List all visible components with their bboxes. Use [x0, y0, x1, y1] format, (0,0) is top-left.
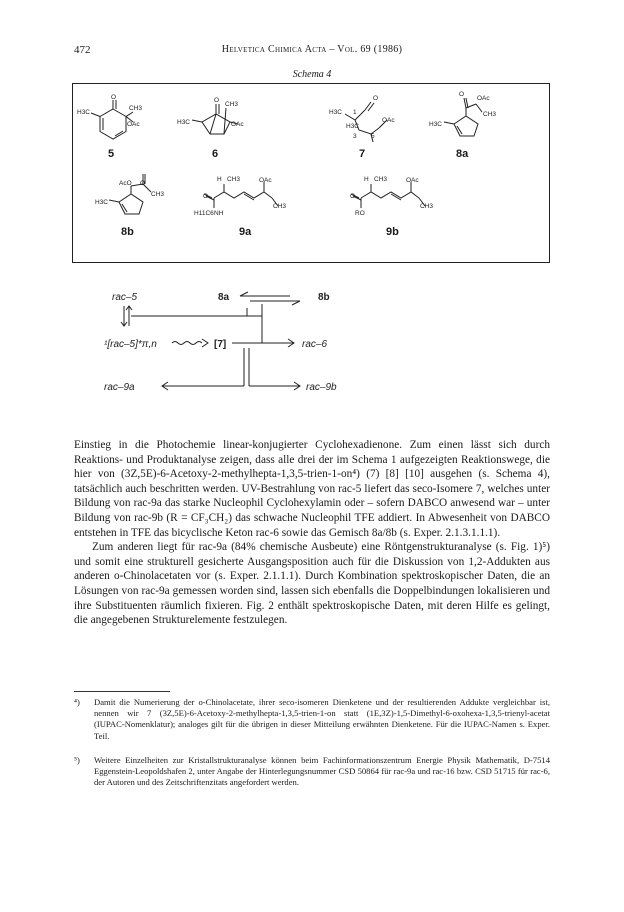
atom-label: O	[203, 193, 209, 200]
footnote-5	[74, 755, 550, 789]
structures-drawing	[73, 84, 549, 262]
paragraph-1: Einstieg in die Photochemie linear-konjugierter Cyclohexadienone. Zum einen lässt sich durch Reaktions- und Produktanalyse zeigen, dass alle drei der im Schema 1 aufgezeigten Reaktionswege, die hier von (3Z,5E)-6-Acetoxy-2-methylhepta-1,3,5-trien-1-on⁴) (7) [8] [10] ausgehen (s. Schema 4), tatsächlich auch beschritten werden. UV-Bestrahlung von rac-5 liefert das seco-Isomere 7, welches unter Bildung von rac-9a das starke Nucleophil Cyclohexylamin oder – sofern DABCO anwesend war – unter Bildung von rac-9b (R = CF₃CH₂) das schwache Nucleophil TFE addiert. In Abwesenheit von DABCO entstehen in TFE das bicyclische Keton rac-6 sowie das Gemisch 8a/8b (s. Exper. 2.1.3.1.1.1).	[74, 439, 550, 539]
atom-label: CH3	[420, 203, 434, 210]
atom-label: OAc	[382, 117, 395, 124]
atom-label: OAc	[477, 95, 490, 102]
ketene-7-label: [7]	[214, 339, 227, 350]
schema-title: Schema 4	[292, 69, 332, 80]
atom-label: OAc	[406, 177, 419, 184]
label-6: 6	[212, 148, 219, 160]
atom-label: O	[214, 97, 220, 104]
footnote-mark: ⁵)	[74, 755, 80, 765]
label-9a: 9a	[239, 226, 252, 238]
paragraph-2: Zum anderen liegt für rac-9a (84% chemische Ausbeute) eine Röntgenstrukturanalyse (s. Fig. 1)⁵) und somit eine strukturell gesicherte Ausgangsposition auch für die Diskussion von 1,2-Addukten aus anderen o-Chinolacetaten vor (s. Exper. 2.1.1.1). Durch Kombination spektroskopischer Daten, die an Lösungen von rac-9a gemessen worden sind, lassen sich ebenfalls die Doppelbindungen lokalisieren und ihre Substituenten räumlich fixieren. Fig. 2 enthält spektroskopische Daten, mit deren Hilfe es gelingt, die angegebenen Strukturelemente festzulegen.	[74, 541, 550, 627]
atom-label: H3C	[329, 109, 343, 116]
atom-label: H3C	[346, 123, 360, 130]
atom-label: H11C6	[194, 210, 214, 217]
body-text	[74, 438, 550, 628]
scheme-box	[72, 83, 550, 263]
structure-9b	[351, 182, 425, 208]
atom-label: H3C	[95, 199, 109, 206]
8a-label: 8a	[218, 292, 230, 303]
label-8b: 8b	[121, 226, 134, 238]
atom-label: CH3	[151, 191, 165, 198]
atom-label: CH3	[374, 176, 388, 183]
structure-9a	[204, 182, 278, 208]
label-7: 7	[359, 148, 366, 160]
footnote-mark: ⁴)	[74, 697, 80, 707]
rac-9b-label: rac–9b	[306, 382, 337, 393]
8b-label: 8b	[318, 292, 330, 303]
label-8a: 8a	[456, 148, 469, 160]
atom-label: CH3	[227, 176, 241, 183]
atom-label: H3C	[177, 119, 191, 126]
structure-6	[192, 104, 238, 134]
structure-8a	[444, 98, 482, 136]
atom-label: O	[459, 91, 465, 98]
atom-label: OAc	[259, 177, 272, 184]
atom-label: H3C	[77, 109, 91, 116]
reaction-diagram	[0, 268, 624, 398]
atom-label: OAc	[127, 121, 140, 128]
atom-label: H3C	[429, 121, 443, 128]
page-number: 472	[74, 44, 91, 56]
atom-label: NH	[214, 210, 224, 217]
rac-6-label: rac–6	[302, 339, 328, 350]
label-5: 5	[108, 148, 115, 160]
atom-label: 1	[353, 109, 357, 116]
atom-label: O	[350, 193, 356, 200]
footnote-text: Weitere Einzelheiten zur Kristallstrukturanalyse können beim Fachinformationszentrum Energie Physik Mathematik, D-7514 Eggenstein-Leopoldshafen 2, unter Angabe der Hinterlegungsnummer CSD 50864 für rac-9a und rac-16 bzw. CSD 51715 für rac-6, der Autoren und des Zeitschriftenzitats angefordert werden.	[94, 755, 550, 788]
atom-label: CH3	[225, 101, 239, 108]
rac-5-label: rac–5	[112, 292, 138, 303]
atom-label: CH3	[483, 111, 497, 118]
atom-label: AcO	[119, 180, 132, 187]
atom-label: OAc	[231, 121, 244, 128]
footnote-4	[74, 697, 550, 742]
atom-label: CH3	[273, 203, 287, 210]
atom-label: H	[364, 176, 369, 183]
atom-label: O	[373, 95, 379, 102]
atom-label: H	[217, 176, 222, 183]
footnote-text: Damit die Numerierung der o-Chinolacetate, ihrer seco-isomeren Dienketene und der resultierenden Addukte vergleichbar ist, nennen wir 7 (3Z,5E)-6-Acetoxy-2-methylhepta-1,3,5-trien-1-on statt (1E,3Z)-1,5-Dimethyl-6-oxohexa-1,3,5-trienyl-acetat (IUPAC-Nomenklatur); analoges gilt für die übrigen in dieser Mitteilung erwähnten Dienketene. Für die IUPAC-Namen s. Exper. Teil.	[94, 697, 550, 741]
footnote-rule	[74, 691, 170, 692]
journal-header: Helvetica Chimica Acta – Vol. 69 (1986)	[221, 44, 403, 55]
structure-5	[91, 100, 133, 139]
atom-label: 5	[371, 133, 375, 140]
atom-label: O	[111, 94, 117, 101]
atom-label: O	[140, 180, 146, 187]
atom-label: 3	[353, 133, 357, 140]
rac-9a-label: rac–9a	[104, 382, 135, 393]
structure-7	[345, 102, 387, 142]
label-9b: 9b	[386, 226, 399, 238]
atom-label: CH3	[129, 105, 143, 112]
atom-label: RO	[355, 210, 365, 217]
excited-state-label: ¹[rac–5]*π,n	[104, 339, 157, 350]
